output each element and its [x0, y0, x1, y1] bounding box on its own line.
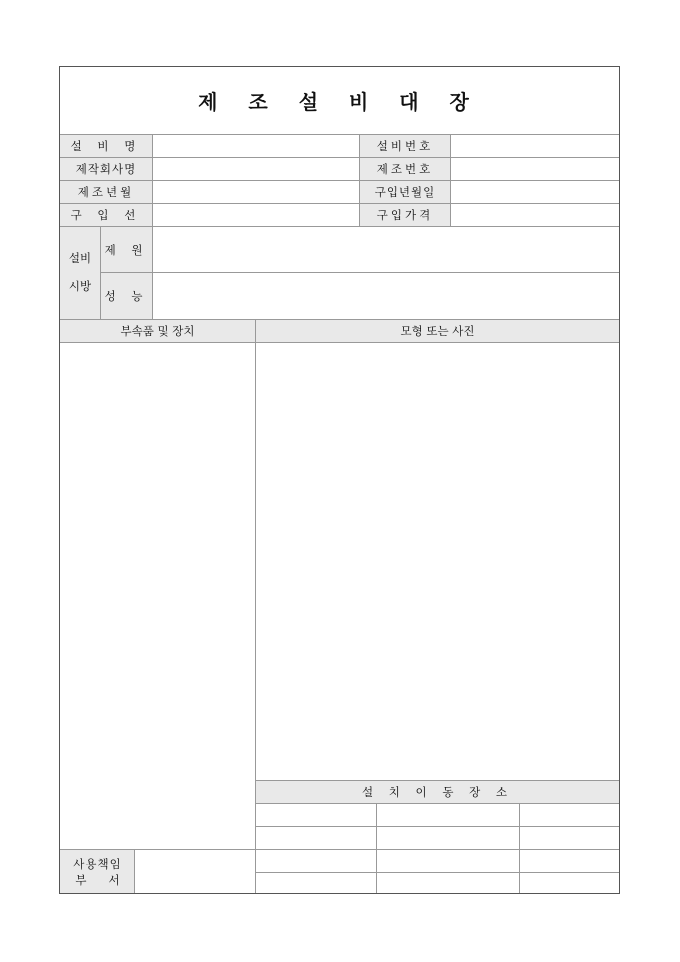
- relocation-cell[interactable]: [256, 804, 377, 827]
- responsible-dept-field[interactable]: [135, 850, 256, 893]
- accessories-header: 부속품 및 장치: [60, 320, 256, 343]
- responsible-dept-label: [60, 850, 135, 893]
- manufacturer-label: 제작회사명: [60, 158, 153, 181]
- relocation-cell[interactable]: [377, 804, 520, 827]
- photo-field[interactable]: [256, 343, 619, 781]
- purchase-price-field[interactable]: [451, 204, 619, 227]
- relocation-cell[interactable]: [256, 873, 377, 893]
- relocation-cell[interactable]: [377, 850, 520, 873]
- responsible-dept-label-line1: 사용책임: [73, 856, 122, 871]
- manufacturer-field[interactable]: [153, 158, 360, 181]
- responsible-dept-label-line2: 부 서: [75, 872, 120, 887]
- equipment-number-field[interactable]: [451, 135, 619, 158]
- relocation-cell[interactable]: [520, 804, 619, 827]
- relocation-cell[interactable]: [520, 873, 619, 893]
- spec-group-label: [60, 227, 101, 320]
- equipment-number-label: 설비번호: [360, 135, 451, 158]
- relocation-header: 설 치 이 동 장 소: [256, 781, 619, 804]
- equipment-name-field[interactable]: [153, 135, 360, 158]
- supplier-label: 구 입 선: [60, 204, 153, 227]
- photo-header: 모형 또는 사진: [256, 320, 619, 343]
- relocation-cell[interactable]: [520, 850, 619, 873]
- dimensions-label: 제 원: [101, 227, 153, 273]
- spec-group-label-line2: 시방: [68, 279, 92, 293]
- form-title: 제 조 설 비 대 장: [60, 67, 619, 135]
- relocation-cell[interactable]: [377, 873, 520, 893]
- serial-number-field[interactable]: [451, 158, 619, 181]
- relocation-cell[interactable]: [256, 850, 377, 873]
- supplier-field[interactable]: [153, 204, 360, 227]
- spec-group-label-line1: 설비: [68, 251, 92, 265]
- purchase-date-label: 구입년월일: [360, 181, 451, 204]
- relocation-cell[interactable]: [256, 827, 377, 850]
- manufacture-date-field[interactable]: [153, 181, 360, 204]
- purchase-price-label: 구입가격: [360, 204, 451, 227]
- dimensions-field[interactable]: [153, 227, 619, 273]
- performance-label: 성 능: [101, 273, 153, 320]
- equipment-name-label: 설 비 명: [60, 135, 153, 158]
- relocation-cell[interactable]: [520, 827, 619, 850]
- relocation-cell[interactable]: [377, 827, 520, 850]
- serial-number-label: 제조번호: [360, 158, 451, 181]
- performance-field[interactable]: [153, 273, 619, 320]
- manufacture-date-label: 제조년월: [60, 181, 153, 204]
- purchase-date-field[interactable]: [451, 181, 619, 204]
- accessories-field[interactable]: [60, 343, 256, 850]
- equipment-ledger-form: [59, 66, 620, 894]
